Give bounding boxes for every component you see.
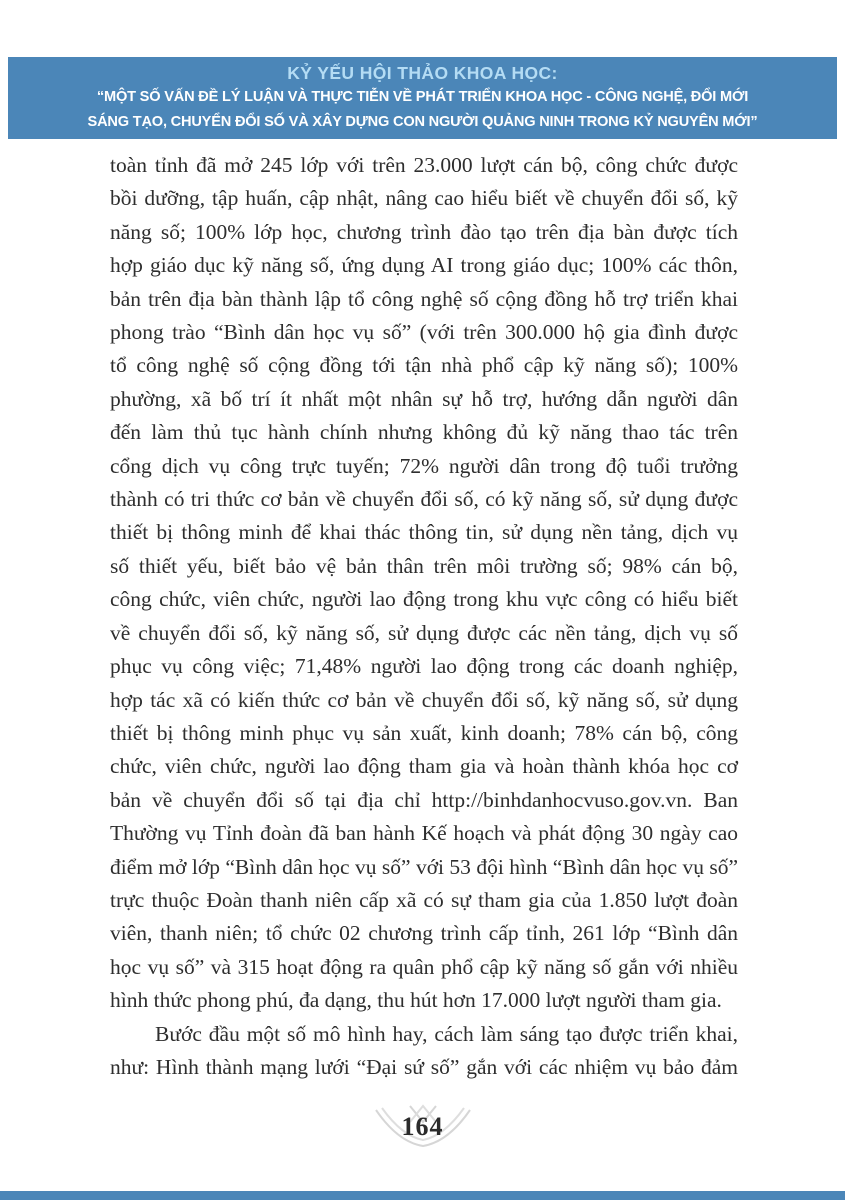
text-line: thành có tri thức cơ bản về chuyển đổi số, có kỹ năng số, sử dụng được <box>110 487 738 512</box>
text-line: toàn tỉnh đã mở 245 lớp với trên 23.000 lượt cán bộ, công chức được <box>110 153 738 177</box>
text-line: về chuyển đổi số, kỹ năng số, sử dụng được các nền tảng, dịch vụ số <box>110 620 738 645</box>
text-line: hợp tác xã có kiến thức cơ bản về chuyển đổi số, kỹ năng số, sử dụng <box>110 687 738 712</box>
text-line: chức, viên chức, người lao động tham gia và hoàn thành khóa học cơ <box>110 754 738 779</box>
text-line: bồi dưỡng, tập huấn, cập nhật, nâng cao hiểu biết về chuyển đổi số, kỹ <box>110 186 738 211</box>
text-line: viên, thanh niên; tổ chức 02 chương trình cấp tỉnh, 261 lớp “Bình dân <box>110 921 738 946</box>
text-line: cổng dịch vụ công trực tuyến; 72% người dân trong độ tuổi trưởng <box>110 453 738 478</box>
text-line: phong trào “Bình dân học vụ số” (với trên 300.000 hộ gia đình được <box>110 320 738 345</box>
banner-subtitle-line1: “MỘT SỐ VẤN ĐỀ LÝ LUẬN VÀ THỰC TIỄN VỀ PHÁT TRIỂN KHOA HỌC - CÔNG NGHỆ, ĐỔI MỚI <box>96 88 749 105</box>
text-line: phục vụ công việc; 71,48% người lao động trong các doanh nghiệp, <box>110 654 738 679</box>
text-line: thiết bị thông minh để khai thác thông tin, sử dụng nền tảng, dịch vụ <box>110 520 738 545</box>
banner-title: KỶ YẾU HỘI THẢO KHOA HỌC: <box>287 62 558 83</box>
text-line: phường, xã bố trí ít nhất một nhân sự hỗ trợ, hướng dẫn người dân <box>110 386 738 411</box>
text-line: thiết bị thông minh phục vụ sản xuất, kinh doanh; 78% cán bộ, công <box>110 720 738 745</box>
text-line: trực thuộc Đoàn thanh niên cấp xã có sự tham gia của 1.850 lượt đoàn <box>110 887 738 912</box>
text-line: bản trên địa bàn thành lập tổ công nghệ số cộng đồng hỗ trợ triển khai <box>110 286 738 311</box>
text-line: năng số; 100% lớp học, chương trình đào tạo trên địa bàn được tích <box>110 219 738 244</box>
text-line: như: Hình thành mạng lưới “Đại sứ số” gắn với các nhiệm vụ bảo đảm <box>110 1054 738 1079</box>
text-line: hình thức phong phú, đa dạng, thu hút hơn 17.000 lượt người tham gia. <box>110 988 722 1013</box>
page-footer <box>0 1100 845 1156</box>
text-line: điểm mở lớp “Bình dân học vụ số” với 53 đội hình “Bình dân học vụ số” <box>110 854 738 879</box>
text-line: tổ công nghệ số cộng đồng tới tận nhà phổ cập kỹ năng số); 100% <box>110 353 738 378</box>
text-line: Bước đầu một số mô hình hay, cách làm sáng tạo được triển khai, <box>155 1021 738 1046</box>
text-line: học vụ số” và 315 hoạt động ra quân phổ cập kỹ năng số gắn với nhiều <box>110 954 738 979</box>
text-line: bản về chuyển đổi số tại địa chỉ http://binhdanhocvuso.gov.vn. Ban <box>110 787 738 812</box>
banner-subtitle-line2: SÁNG TẠO, CHUYỂN ĐỔI SỐ VÀ XÂY DỰNG CON NGƯỜI QUẢNG NINH TRONG KỶ NGUYÊN MỚI” <box>87 113 758 130</box>
footer-bar <box>0 1191 845 1200</box>
text-line: công chức, viên chức, người lao động trong khu vực công có hiểu biết <box>110 587 738 612</box>
text-line: đến làm thủ tục hành chính nhưng không đủ kỹ năng thao tác trên <box>110 420 738 445</box>
header-banner <box>8 57 837 139</box>
page-number: 164 <box>401 1112 444 1141</box>
body-text <box>110 149 738 1084</box>
text-line: Thường vụ Tỉnh đoàn đã ban hành Kế hoạch và phát động 30 ngày cao <box>110 821 738 846</box>
text-line: hợp giáo dục kỹ năng số, ứng dụng AI trong giáo dục; 100% các thôn, <box>110 253 738 278</box>
text-line: số thiết yếu, biết bảo vệ bản thân trên môi trường số; 98% cán bộ, <box>110 553 738 578</box>
